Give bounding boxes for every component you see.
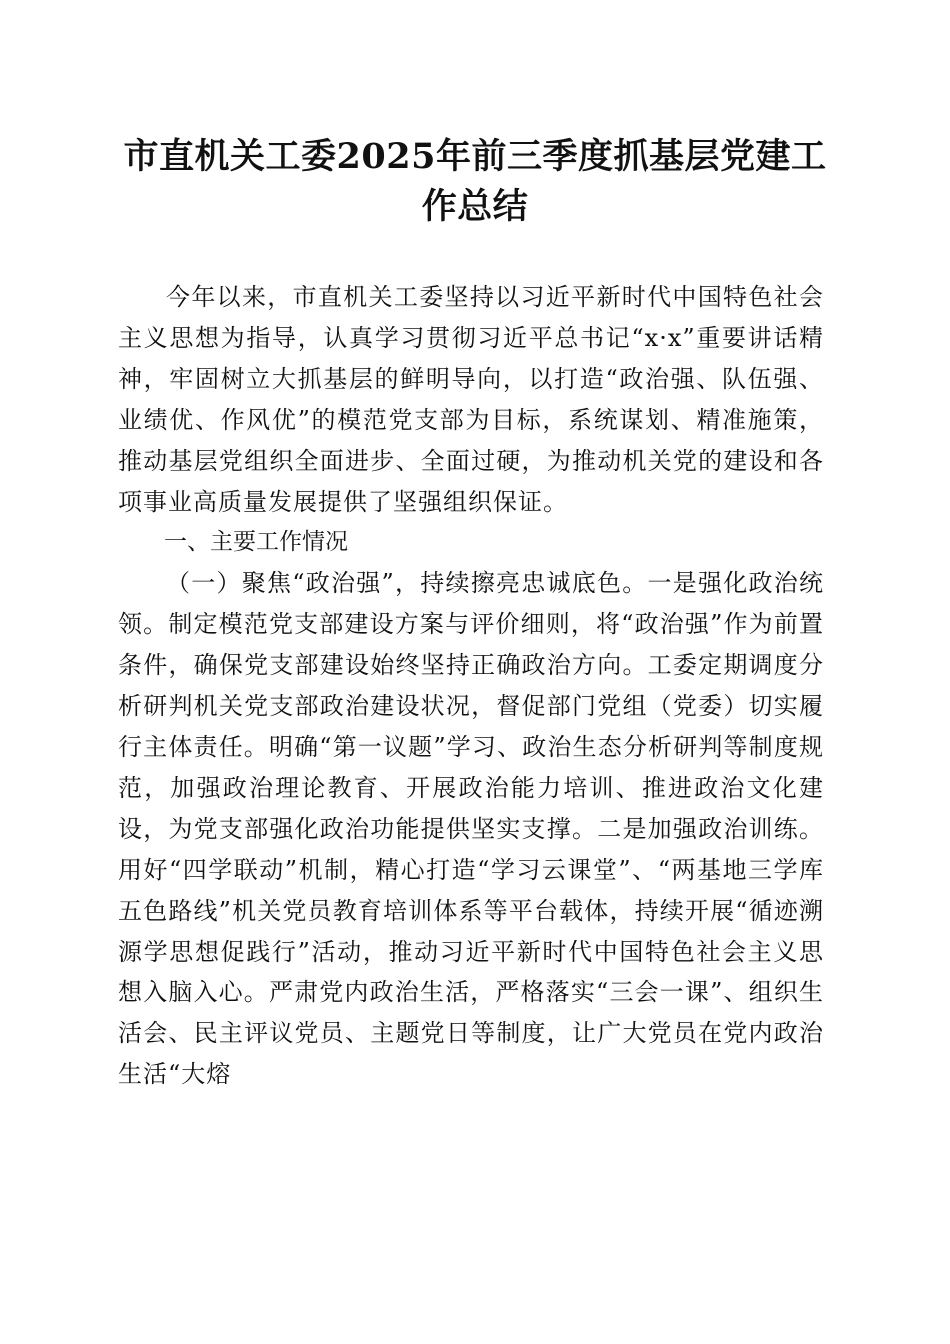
document-title: 市直机关工委2025年前三季度抓基层党建工作总结 — [123, 136, 827, 227]
section-paragraph: （一）聚焦“政治强”，持续擦亮忠诚底色。一是强化政治统领。制定模范党支部建设方案与评价细则，将“政治强”作为前置条件，确保党支部建设始终坚持正确政治方向。工委定期调度分析研判机关党支部政治建设状况，督促部门党组（党委）切实履行主体责任。明确“第一议题”学习、政治生态分析研判等制度规范，加强政治理论教育、开展政治能力培训、推进政治文化建设，为党支部强化政治功能提供坚实支撑。二是加强政治训练。用好“四学联动”机制，精心打造“学习云课堂”、“两基地三学库五色路线”机关党员教育培训体系等平台载体，持续开展“循迹溯源学思想促践行”活动，推动习近平新时代中国特色社会主义思想入脑入心。严肃党内政治生活，严格落实“三会一课”、组织生活会、民主评议党员、主题党日等制度，让广大党员在党内政治生活“大熔 — [118, 569, 824, 1089]
intro-paragraph: 今年以来，市直机关工委坚持以习近平新时代中国特色社会主义思想为指导，认真学习贯彻习近平总书记“x·x”重要讲话精神，牢固树立大抓基层的鲜明导向，以打造“政治强、队伍强、业绩优、作风优”的模范党支部为目标，系统谋划、精准施策，推动基层党组织全面进步、全面过硬，为推动机关党的建设和各项事业高质量发展提供了坚强组织保证。 — [118, 283, 824, 516]
document-body — [118, 277, 824, 1095]
section-heading: 一、主要工作情况 — [164, 529, 348, 556]
